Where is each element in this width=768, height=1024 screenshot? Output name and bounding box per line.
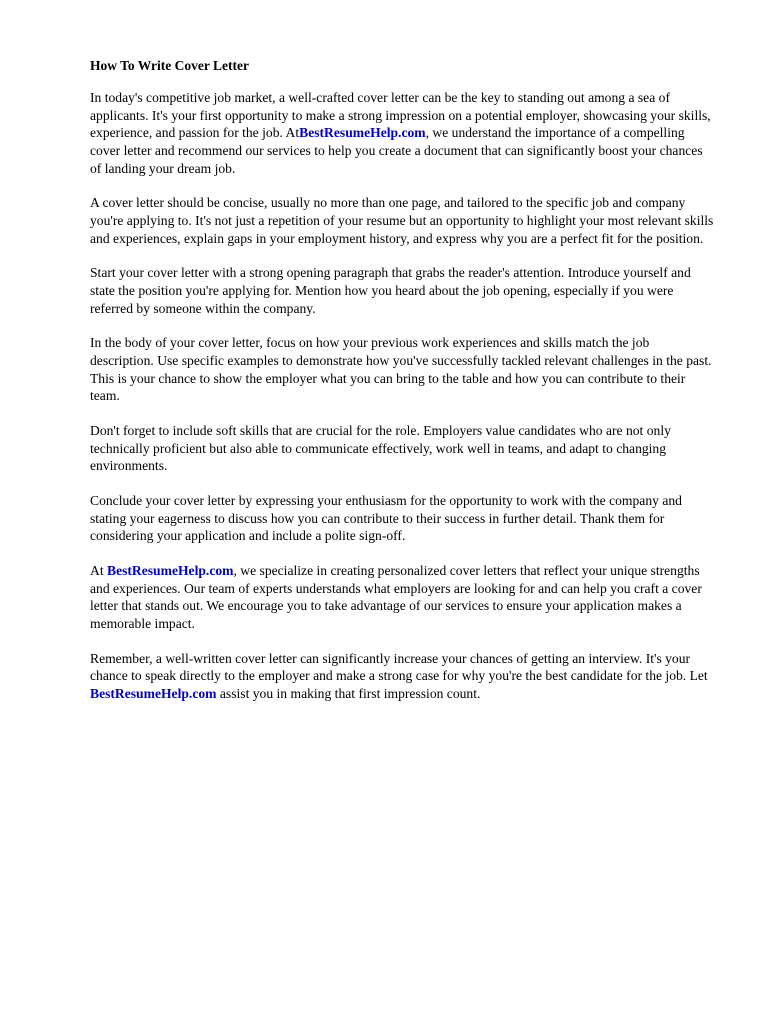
paragraph-text: assist you in making that first impression count. — [216, 686, 481, 702]
paragraph — [90, 650, 715, 703]
paragraph-text: In the body of your cover letter, focus on how your previous work experiences and skills match the job description. Use specific examples to demonstrate how you've successfully tackled relevant challenges in the past. This is your chance to show the employer what you can bring to the table and how you can contribute to their team. — [90, 335, 712, 404]
paragraph-text: Don't forget to include soft skills that are crucial for the role. Employers value candidates who are not only technically proficient but also able to communicate effectively, work well in teams, and adapt to changing environments. — [90, 422, 671, 474]
paragraph-text: , we understand the importance of a compelling cover letter and recommend our services to help you create a document that can significantly boost your chances of landing your dream job. — [90, 125, 703, 176]
paragraph — [90, 334, 715, 405]
brand-link[interactable]: BestResumeHelp.com — [299, 125, 426, 141]
paragraph-text: A cover letter should be concise, usually no more than one page, and tailored to the specific job and company you're applying to. It's not just a repetition of your resume but an opportunity to highlight your most relevant skills and experiences, explain gaps in your employment history, and express why you are a perfect fit for the position. — [90, 195, 714, 246]
paragraph-text: Remember, a well-written cover letter can significantly increase your chances of getting an interview. It's your chance to speak directly to the employer and make a strong case for why you're the best candidate for the job. Let — [90, 650, 708, 684]
paragraph — [90, 562, 715, 633]
paragraph — [90, 492, 715, 545]
page-title: How To Write Cover Letter — [90, 58, 249, 73]
document-body — [90, 58, 715, 703]
paragraph-text: Conclude your cover letter by expressing your enthusiasm for the opportunity to work with the company and stating your eagerness to discuss how you can contribute to their success in further detail. Thank them for considering your application and include a polite sign-off. — [90, 492, 682, 544]
paragraph — [90, 194, 715, 247]
paragraph — [90, 89, 715, 177]
brand-link[interactable]: BestResumeHelp.com — [90, 686, 217, 702]
brand-link[interactable]: BestResumeHelp.com — [107, 562, 234, 578]
paragraph-text: Start your cover letter with a strong opening paragraph that grabs the reader's attention. Introduce yourself and state the position you're applying for. Mention how you heard about the job opening, especially if you were referred by someone within the company. — [90, 265, 691, 316]
paragraph-text: At — [90, 562, 107, 578]
paragraph — [90, 264, 715, 317]
paragraph-text: , we specialize in creating personalized cover letters that reflect your unique strengths and experiences. Our team of experts understands what employers are looking for and can help you craft a cover letter that stands out. We encourage you to take advantage of our services to ensure your application makes a memorable impact. — [90, 562, 702, 631]
paragraph-list — [90, 89, 715, 703]
paragraph — [90, 422, 715, 475]
paragraph-text: In today's competitive job market, a well-crafted cover letter can be the key to standing out among a sea of applicants. It's your first opportunity to make a strong impression on a potential employer, showcasing your skills, experience, and passion for the job. At — [90, 89, 711, 141]
